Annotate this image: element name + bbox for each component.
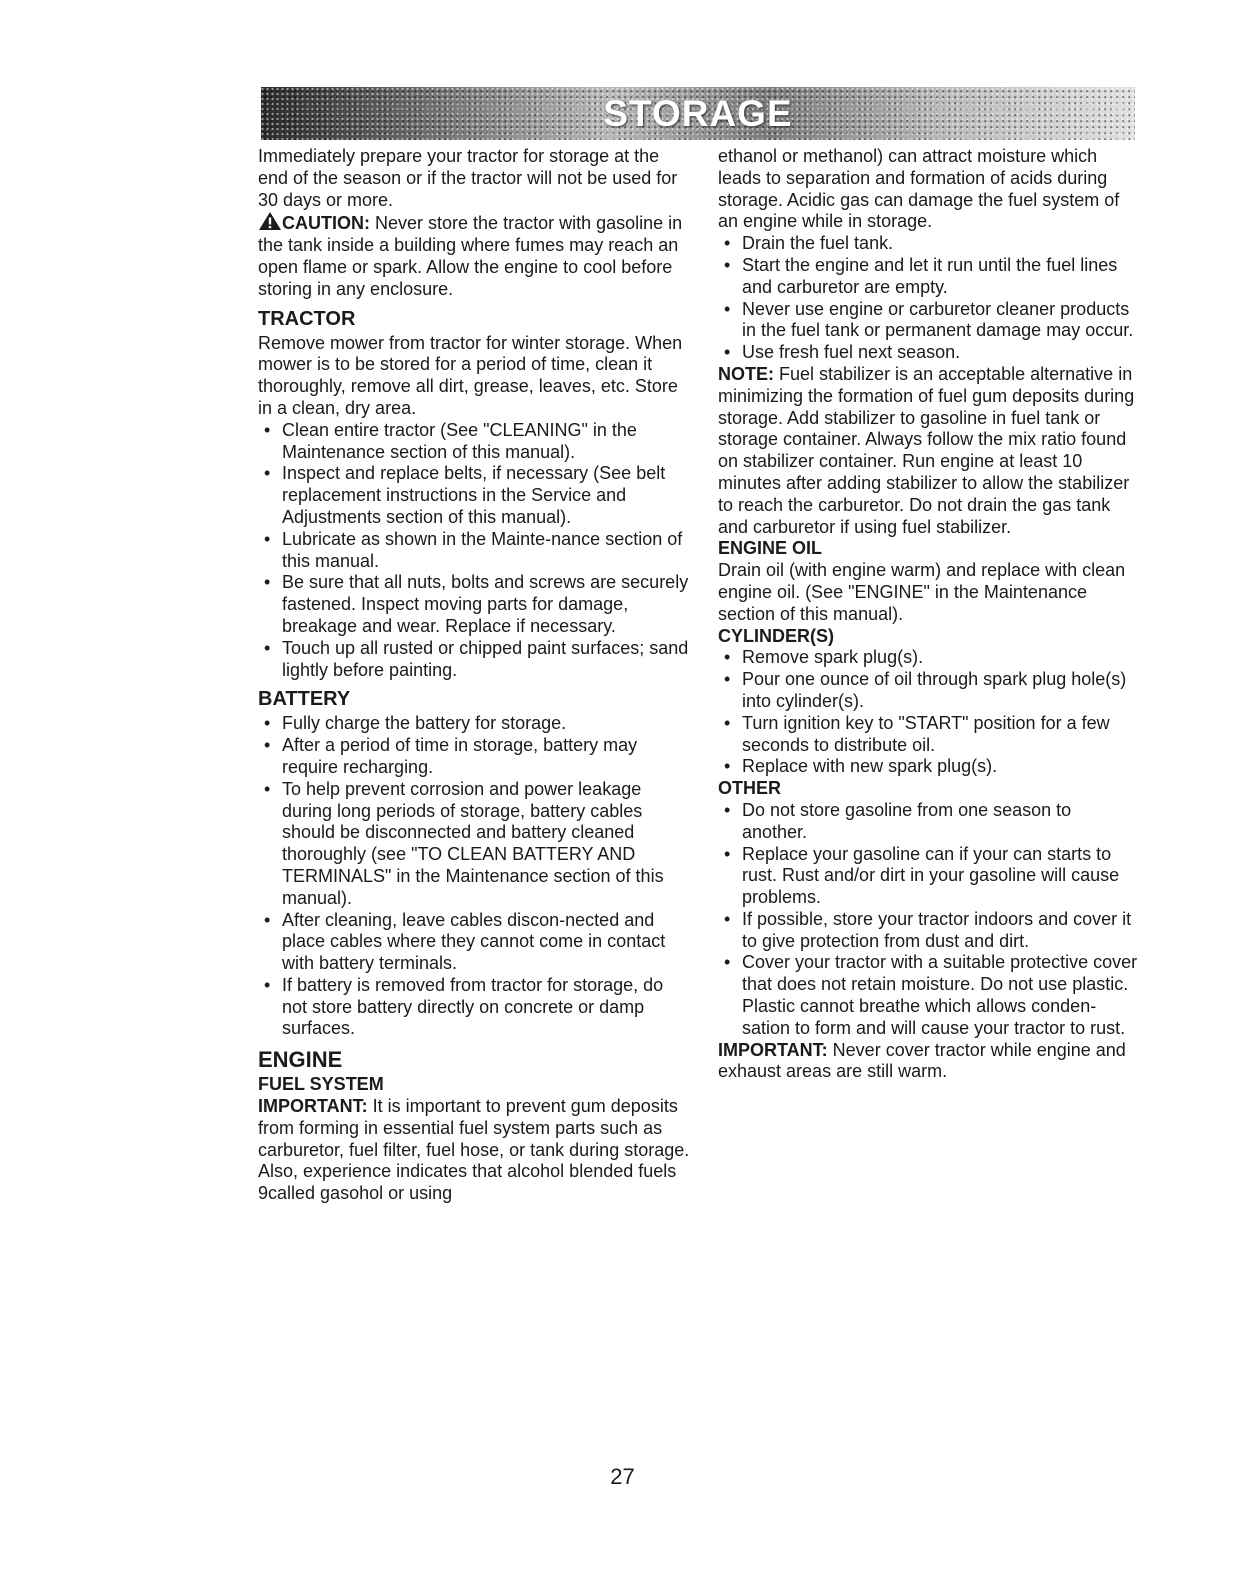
list-item: • Be sure that all nuts, bolts and screws are securely fastened. Inspect moving parts for damage, breakage and wear. Replace if necessary.: [258, 572, 690, 637]
page-number: 27: [610, 1464, 635, 1489]
other-list: [718, 800, 1140, 1040]
caution-label: CAUTION:: [282, 213, 370, 234]
list-item: • Fully charge the battery for storage.: [258, 713, 690, 735]
list-item: • To help prevent corrosion and power leakage during long periods of storage, battery cables should be disconnected and battery cleaned thoroughly (see "TO CLEAN BATTERY AND TERMINALS" in the Maintenance section of this manual).: [258, 779, 690, 910]
list-item: • If battery is removed from tractor for storage, do not store battery directly on concrete or damp surfaces.: [258, 975, 690, 1040]
list-item: • If possible, store your tractor indoors and cover it to give protection from dust and dirt.: [718, 909, 1140, 953]
list-item: • Remove spark plug(s).: [718, 647, 1140, 669]
page-title: STORAGE: [603, 93, 793, 134]
tractor-heading: TRACTOR: [258, 307, 356, 330]
storage-banner: [261, 87, 1135, 140]
list-item: • Replace with new spark plug(s).: [718, 756, 1140, 778]
battery-list: [258, 713, 690, 1040]
list-item: • Use fresh fuel next season.: [718, 342, 1140, 364]
fuel-system-heading: FUEL SYSTEM: [258, 1074, 384, 1095]
list-item: • Lubricate as shown in the Mainte-nance section of this manual.: [258, 529, 690, 573]
list-item: • Pour one ounce of oil through spark plug hole(s) into cylinder(s).: [718, 669, 1140, 713]
right-column: [718, 146, 1140, 1083]
list-item: • Do not store gasoline from one season to another.: [718, 800, 1140, 844]
warning-icon: [258, 211, 282, 231]
tractor-list: [258, 420, 690, 682]
list-item: • Replace your gasoline can if your can starts to rust. Rust and/or dirt in your gasoline will cause problems.: [718, 844, 1140, 909]
caution-text: Never store the tractor with gasoline in the tank inside a building where fumes may reach an open flame or spark. Allow the engine to cool before storing in any enclosure.: [258, 213, 683, 299]
engine-heading: ENGINE: [258, 1047, 343, 1073]
continued-paragraph: ethanol or methanol) can attract moisture which leads to separation and formation of acids during storage. Acidic gas can damage the fuel system of an engine while in storage.: [718, 146, 1120, 232]
other-heading: OTHER: [718, 778, 781, 799]
left-column: [258, 146, 690, 1205]
list-item: • Clean entire tractor (See "CLEANING" in the Maintenance section of this manual).: [258, 420, 690, 464]
note-label: NOTE:: [718, 363, 774, 384]
tractor-intro: Remove mower from tractor for winter storage. When mower is to be stored for a period of time, clean it thoroughly, remove all dirt, grease, leaves, etc. Store in a clean, dry area.: [258, 332, 683, 418]
list-item: • After a period of time in storage, battery may require recharging.: [258, 735, 690, 779]
caution-paragraph: [258, 211, 690, 300]
intro-paragraph: Immediately prepare your tractor for storage at the end of the season or if the tractor will not be used for 30 days or more.: [258, 146, 678, 210]
important-warm-paragraph: [718, 1040, 1140, 1084]
note-text: Fuel stabilizer is an acceptable alternative in minimizing the formation of fuel gum deposits during storage. Add stabilizer to gasoline in fuel tank or storage container. Always follow the mix ratio found on stabilizer container. Run engine at least 10 minutes after adding stabilizer to allow the stabilizer to reach the carburetor. Do not drain the gas tank and carburetor if using fuel stabilizer.: [718, 363, 1135, 537]
note-paragraph: [718, 364, 1140, 538]
list-item: • Turn ignition key to "START" position for a few seconds to distribute oil.: [718, 713, 1140, 757]
list-item: • Cover your tractor with a suitable protective cover that does not retain moisture. Do not use plastic. Plastic cannot breathe which allows conden-sation to form and will cause your tractor to rust.: [718, 952, 1140, 1039]
battery-heading: BATTERY: [258, 688, 351, 711]
list-item: • Drain the fuel tank.: [718, 233, 1140, 255]
important-label: IMPORTANT:: [258, 1096, 368, 1117]
cylinder-heading: CYLINDER(S): [718, 625, 834, 646]
engine-oil-text: Drain oil (with engine warm) and replace with clean engine oil. (See "ENGINE" in the Maintenance section of this manual).: [718, 560, 1126, 624]
engine-oil-heading: ENGINE OIL: [718, 538, 823, 559]
cylinder-list: [718, 647, 1140, 778]
important-label: IMPORTANT:: [718, 1039, 828, 1060]
fuel-list: [718, 233, 1140, 364]
list-item: • Inspect and replace belts, if necessary (See belt replacement instructions in the Service and Adjustments section of this manual).: [258, 463, 690, 528]
important-paragraph: [258, 1096, 690, 1205]
list-item: • Touch up all rusted or chipped paint surfaces; sand lightly before painting.: [258, 638, 690, 682]
list-item: • Start the engine and let it run until the fuel lines and carburetor are empty.: [718, 255, 1140, 299]
list-item: • After cleaning, leave cables discon-nected and place cables where they cannot come in contact with battery terminals.: [258, 910, 690, 975]
important-text: It is important to prevent gum deposits from forming in essential fuel system parts such as carburetor, fuel filter, fuel hose, or tank during storage. Also, experience indicates that alcohol blended fuels 9called gasohol or using: [258, 1096, 690, 1204]
list-item: • Never use engine or carburetor cleaner products in the fuel tank or permanent damage may occur.: [718, 299, 1140, 343]
important-text: Never cover tractor while engine and exhaust areas are still warm.: [718, 1039, 1126, 1082]
